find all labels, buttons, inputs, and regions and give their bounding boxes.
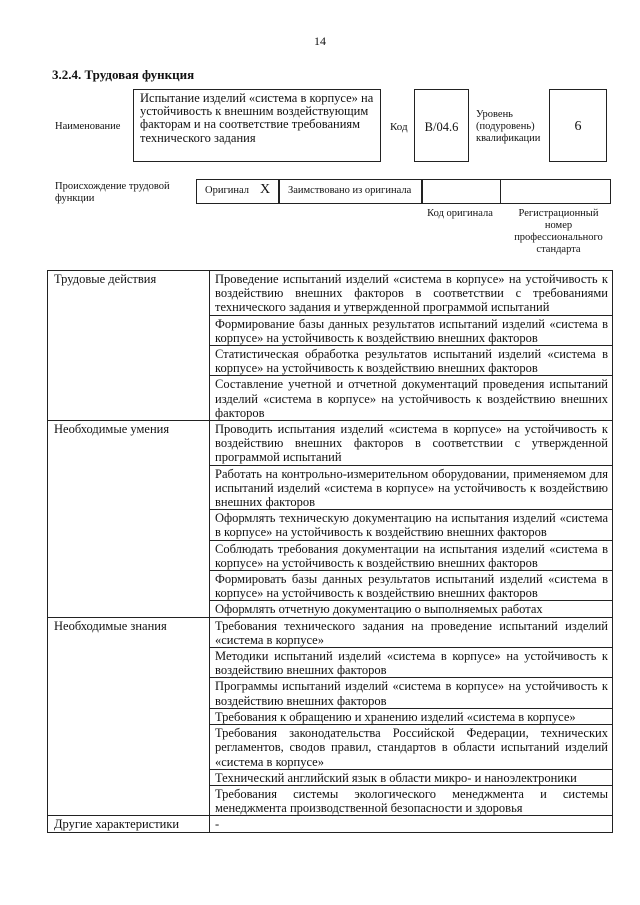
original-code-cell <box>422 179 501 204</box>
borrowed-cell: Заимствовано из оригинала <box>279 179 422 204</box>
level-label <box>476 109 546 145</box>
knowledge-item: Требования системы экологического менеджмента и системы менеджмента производственной безопасности и здоровья <box>210 785 613 815</box>
skill-item: Проводить испытания изделий «система в корпусе» на устойчивость к воздействию внешних факторов в соответствии с утвержденной программой испытаний <box>210 421 613 466</box>
original-cell <box>196 179 279 204</box>
original-mark: X <box>260 182 271 197</box>
table-row <box>48 421 613 466</box>
table-row <box>48 617 613 647</box>
knowledge-item: Требования законодательства Российской Федерации, технических регламентов, сводов правил, стандартов в области испытаний изделий «система в корпусе» <box>210 725 613 770</box>
knowledge-item: Требования технического задания на проведение испытаний изделий «система в корпусе» <box>210 617 613 647</box>
labor-action-item: Статистическая обработка результатов испытаний изделий «система в корпусе» на устойчивость к воздействию внешних факторов <box>210 346 613 376</box>
knowledge-item: Программы испытаний изделий «система в корпусе» на устойчивость к воздействию внешних факторов <box>210 678 613 708</box>
skill-item: Соблюдать требования документации на испытания изделий «система в корпусе» на устойчивость к воздействию внешних факторов <box>210 540 613 570</box>
table-row <box>48 271 613 316</box>
knowledge-label: Необходимые знания <box>48 617 210 816</box>
skill-item: Оформлять техническую документацию на испытания изделий «система в корпусе» на устойчивость к воздействию внешних факторов <box>210 510 613 540</box>
labor-action-item: Формирование базы данных результатов испытаний изделий «система в корпусе» на устойчивость к воздействию внешних факторов <box>210 315 613 345</box>
function-table <box>47 270 613 833</box>
skill-item: Формировать базы данных результатов испытаний изделий «система в корпусе» на устойчивость к воздействию внешних факторов <box>210 571 613 601</box>
labor-actions-label: Трудовые действия <box>48 271 210 421</box>
code-label: Код <box>390 121 408 133</box>
labor-action-item: Составление учетной и отчетной документаций проведения испытаний изделий «система в корпусе» на устойчивость к воздействию внешних факторов <box>210 376 613 421</box>
reg-caption: Регистрационный номер профессионального стандарта <box>514 208 603 255</box>
section-title: 3.2.4. Трудовая функция <box>52 67 195 82</box>
original-label: Оригинал <box>205 185 249 196</box>
skill-item: Работать на контрольно-измерительном оборудовании, применяемом для испытаний изделий «система в корпусе» на устойчивость к воздействию внешних факторов <box>210 465 613 510</box>
knowledge-item: Методики испытаний изделий «система в корпусе» на устойчивость к воздействию внешних факторов <box>210 648 613 678</box>
table-row <box>48 816 613 832</box>
function-name-box: Испытание изделий «система в корпусе» на устойчивость к внешним воздействующим факторам и на соответствие требованиям технического задания <box>133 89 381 162</box>
labor-action-item: Проведение испытаний изделий «система в корпусе» на устойчивость к воздействию внешних факторов в соответствии с требованиями технического задания и утвержденной программой испытаний <box>210 271 613 316</box>
code-caption: Код оригинала <box>427 208 493 219</box>
code-value-box: B/04.6 <box>414 89 469 162</box>
reg-number-cell <box>501 179 611 204</box>
skill-item: Оформлять отчетную документацию о выполняемых работах <box>210 601 613 617</box>
other-value: - <box>210 816 613 832</box>
skills-label: Необходимые умения <box>48 421 210 618</box>
name-label: Наименование <box>55 121 121 132</box>
other-label: Другие характеристики <box>48 816 210 832</box>
knowledge-item: Требования к обращению и хранению изделий «система в корпусе» <box>210 708 613 724</box>
page-number: 14 <box>314 34 326 48</box>
origin-label: Происхождение трудовой функции <box>55 181 170 204</box>
knowledge-item: Технический английский язык в области микро- и наноэлектроники <box>210 769 613 785</box>
level-label-text: Уровень (подуровень) квалификации <box>476 109 541 144</box>
level-value-box: 6 <box>549 89 607 162</box>
origin-row <box>196 179 611 204</box>
